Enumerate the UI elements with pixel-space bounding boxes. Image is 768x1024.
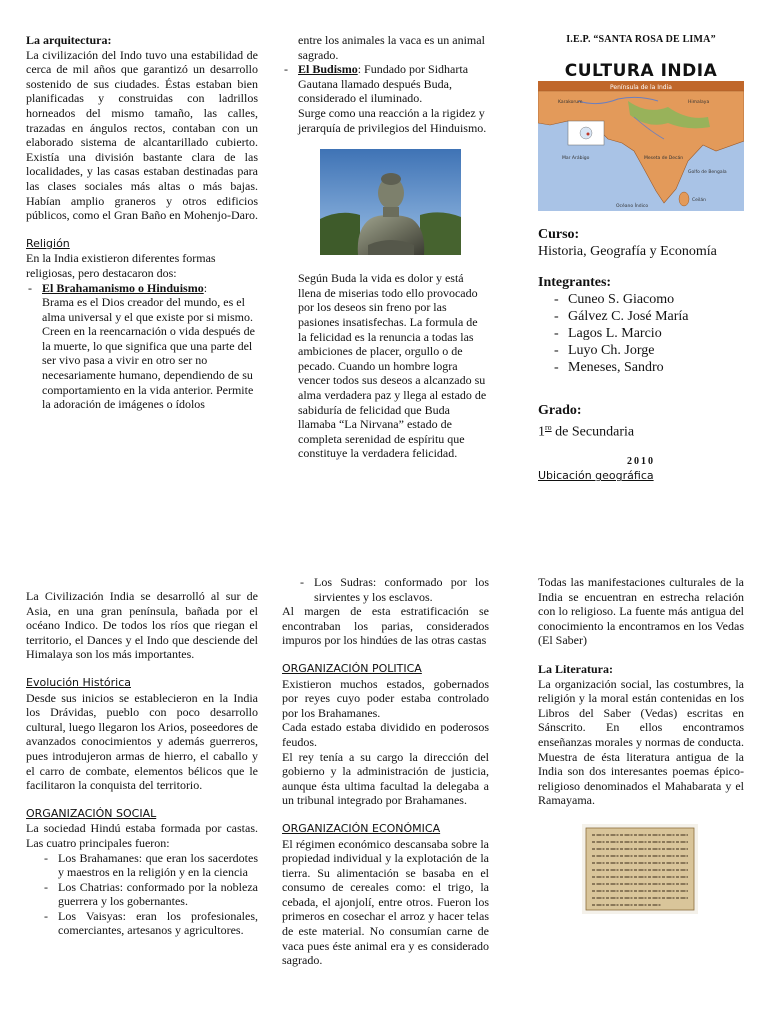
- sanskrit-manuscript-image: [582, 824, 698, 914]
- curso-value: Historia, Geografía y Economía: [538, 244, 717, 260]
- budismo-title: El Budismo: [298, 62, 358, 77]
- budismo-list: [282, 62, 489, 135]
- map-label: Mar Arábigo: [562, 156, 590, 162]
- map-label: Karakorum: [558, 100, 583, 106]
- politica-heading: ORGANIZACIÓN POLITICA: [282, 661, 422, 675]
- map-label: Meseta de Decán: [644, 156, 684, 162]
- list-item: - El Brahamanismo o Hinduismo: Brama es el Dios creador del mundo, es el alma universal y el que existe por si mismo. Creen en la reencarnación o vida después de la muerte, lo que significa que una parte del ser vivo pasa a vivir en otro ser no necesariamente humano, dependiendo de su comportamiento en la vida anterior. Permite la adoración de imágenes o ídolos: [26, 281, 258, 412]
- arquitectura-heading: La arquitectura:: [26, 33, 112, 47]
- arquitectura-text: La civilización del Indo tuvo una estabilidad de cerca de mil años que garantizó un desarrollo sostenido de sus ciudades. Éstas estaban bien planificadas y construidas con ladrillos horneados del mismo tamaño, las calles, trazadas en ángulos rectos, contaban con un elaborado sistema de alcantarillado cubierto. Existía una división bastante clara de las localidades, y las casas estaban destinadas para las clases sociales más altas o más bajas. Habían amplio graneros y otros edificios públicos, como el Gran Baño en Mohenjo-Daro.: [26, 47, 258, 223]
- integrantes-label: Integrantes:: [538, 275, 612, 291]
- hinduismo-text: Brama es el Dios creador del mundo, es el alma universal y el que existe por si mismo. Creen en la reencarnación o vida después de la muerte, lo que significa que una parte del ser vivo pasa a vivir en otro ser no necesariamente humano, dependiendo de su comportamiento en la vida anterior. Permite la adoración de imágenes o ídolos: [42, 295, 255, 412]
- grado-block: [538, 402, 744, 441]
- budismo-text: : Fundado por Sidharta Gautana llamado después Buda, considerado el iluminado.: [298, 62, 469, 106]
- page-title: CULTURA INDIA: [564, 60, 718, 81]
- grado-suffix: ro: [545, 423, 552, 433]
- grado-value: [538, 419, 744, 441]
- india-map: [538, 81, 744, 211]
- grado-label: Grado:: [538, 403, 582, 419]
- politica-text-2: Cada estado estaba dividido en poderosos feudos.: [282, 720, 489, 749]
- politica-text-1: Existieron muchos estados, gobernados por reyes cuyo poder estaba controlado por los Brahamanes.: [282, 676, 489, 720]
- buddha-statue-image: [320, 149, 461, 255]
- hinduismo-title: El Brahamanismo o Hinduismo: [42, 280, 204, 295]
- ubicacion-heading: Ubicación geográfica: [538, 469, 654, 483]
- school-name: I.E.P. “SANTA ROSA DE LIMA”: [566, 34, 716, 45]
- economica-heading: ORGANIZACIÓN ECONÓMICA: [282, 821, 441, 835]
- parias-text: Al margen de esta estratificación se encontraban los parias, considerados impuros por los hindúes de las otras castas: [282, 604, 489, 648]
- map-label: Ceilán: [692, 198, 707, 204]
- budismo-text-2: Surge como una reacción a la rigidez y jerarquía de privilegios del Hinduismo.: [298, 105, 487, 135]
- economica-text: El régimen económico descansaba sobre la propiedad individual y la explotación de la tierra. Su alimentación se basaba en el consumo de cereales como: el trigo, la cebada, el ajonjolí, entre otros. Fueron los primeros en cosechar el arroz y hacer telas de este material. No consumían carne de vaca pues éste animal era y es considerado sagrado.: [282, 836, 489, 968]
- curso-label: Curso:: [538, 227, 580, 243]
- politica-text-3: El rey tenía a su cargo la dirección del gobierno y la administración de justicia, aunque ésta ultima facultad la delegaba a un tribunal integrado por Brahamanes.: [282, 749, 489, 808]
- list-item: - Lagos L. Marcio: [552, 325, 744, 342]
- list-item: - Gálvez C. José María: [552, 308, 744, 325]
- integrantes-list: [552, 291, 744, 376]
- map-label: Océano Índico: [616, 204, 649, 210]
- list-item: - Los Chatrias: conformado por la nobleza guerrera y los gobernantes.: [42, 880, 258, 909]
- vedas-intro: Todas las manifestaciones culturales de la India se encuentran en estrecha relación con lo religioso. La fuente más antigua del conocimiento la encontramos en los Vedas (El Saber): [538, 575, 744, 648]
- evolucion-heading: Evolución Histórica: [26, 675, 131, 689]
- religion-heading: Religión: [26, 236, 70, 250]
- curso-block: [538, 226, 744, 260]
- integrantes-block: [538, 274, 744, 376]
- year: 2010: [627, 455, 655, 467]
- sudras-list: [298, 575, 489, 604]
- map-label: Himalaya: [688, 100, 710, 106]
- grado-rest: de Secundaria: [551, 424, 635, 440]
- panel-6: [538, 575, 744, 914]
- list-item: [282, 62, 489, 135]
- religion-list: [26, 281, 258, 412]
- list-item: - Los Brahamanes: que eran los sacerdotes y maestros en la religión y en la ciencia: [42, 851, 258, 880]
- castas-list: [42, 851, 258, 939]
- list-item: - Cuneo S. Giacomo: [552, 291, 744, 308]
- list-item: - Los Sudras: conformado por los sirvientes y los esclavos.: [298, 575, 489, 604]
- buda-paragraph: Según Buda la vida es dolor y está llena de miserias todo ello provocado por los deseos sin freno por las pasiones insatisfechas. La formula de la felicidad es la renuncia a todas las ambiciones de placer, orgullo o de pecado. Cuando un hombre logra vencer todos sus deseos a alcanzado su alma verdadera paz y llega al estado de sabiduría de felicidad que Buda llamaba “La Nirvana” estado de completa serenidad de espíritu que constituye la verdadera felicidad.: [298, 271, 487, 461]
- social-heading: ORGANIZACIÓN SOCIAL: [26, 806, 157, 820]
- panel-1: [26, 33, 258, 412]
- list-item: - Luyo Ch. Jorge: [552, 342, 744, 359]
- map-title: Península de la India: [610, 84, 672, 92]
- religion-intro: En la India existieron diferentes formas religiosas, pero destacaron dos:: [26, 251, 216, 280]
- religion-section: [26, 237, 258, 412]
- map-label: Golfo de Bengala: [688, 170, 727, 176]
- panel-3: [538, 33, 744, 484]
- grado-number: 1: [538, 424, 545, 440]
- list-item: - Los Vaisyas: eran los profesionales, comerciantes, artesanos y agricultores.: [42, 909, 258, 938]
- arquitectura-section: [26, 33, 258, 223]
- social-intro: La sociedad Hindú estaba formada por castas. Las cuatro principales fueron:: [26, 821, 258, 850]
- panel-4: [26, 589, 258, 938]
- list-item: - Meneses, Sandro: [552, 359, 744, 376]
- evolucion-text: Desde sus inicios se establecieron en la India los Drávidas, pueblo con poco desarrollo cultural, luego llegaron los Arios, poseedores de avanzados conocimientos y además guerreros, pues introdujeron armas de hierro, el caballo y el carro de combate, elementos bélicos que le facilitaron la conquista del territorio.: [26, 690, 258, 793]
- vaca-text: entre los animales la vaca es un animal sagrado.: [298, 33, 485, 62]
- panel-2: [282, 33, 489, 461]
- literatura-text: La organización social, las costumbres, la religión y la moral están contenidas en los Libros del Saber (Vedas) escritas en Sánscrito. En ellos encontramos enseñanzas morales y normas de conducta. Muestra de ésta literatura antigua de la India son dos interesantes poemas épico-religioso denominados el Mahabarata y el Ramayama.: [538, 676, 744, 808]
- intro-paragraph: La Civilización India se desarrolló al sur de Asia, en una gran península, bañada por el océano Indico. De todos los ríos que riegan el territorio, el Dances y el Indo que desciende del Himalaya son los más importantes.: [26, 589, 258, 662]
- literatura-heading: La Literatura:: [538, 661, 613, 676]
- panel-5: [282, 575, 489, 968]
